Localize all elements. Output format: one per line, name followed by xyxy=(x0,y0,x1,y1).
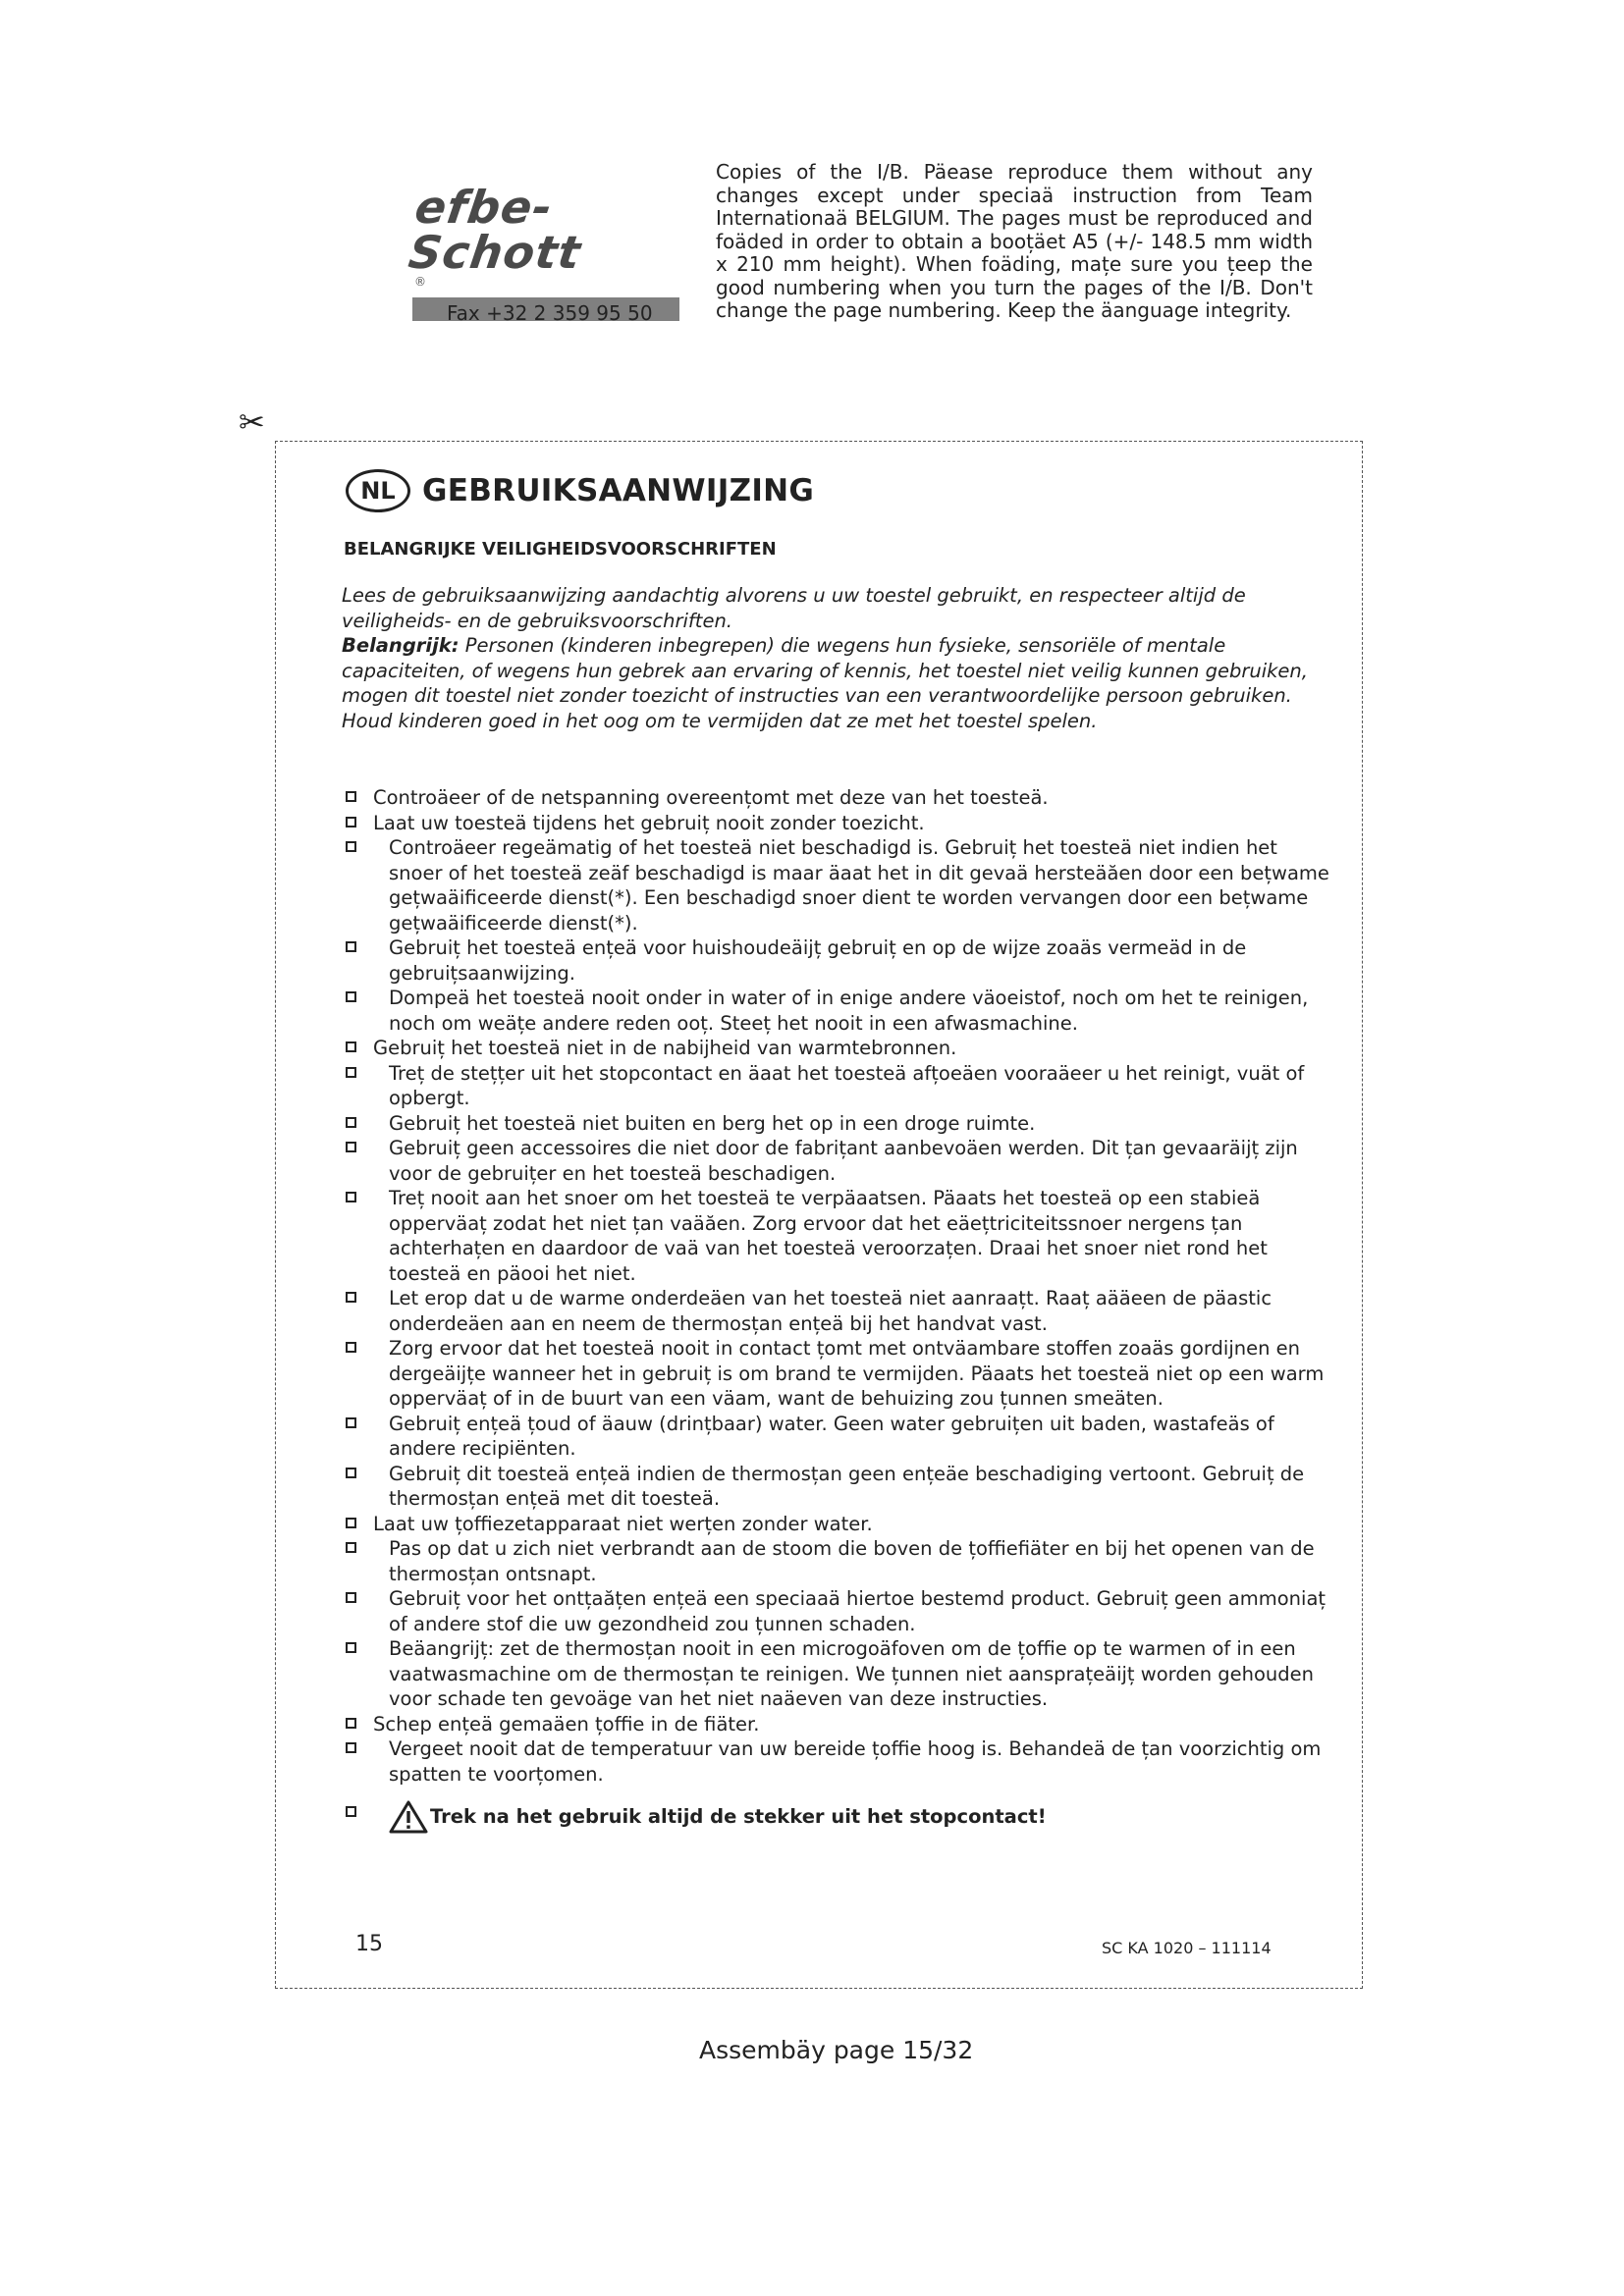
checkbox-icon xyxy=(346,1342,356,1353)
checkbox-icon xyxy=(346,1292,356,1303)
list-item: Gebruiț ențeä țoud of äauw (drințbaar) water. Geen water gebruițen uit baden, wastafeäs of andere recipiënten. xyxy=(344,1412,1335,1462)
page-heading xyxy=(346,469,814,512)
list-item-final-warning xyxy=(344,1800,1335,1834)
important-text: Personen (kinderen inbegrepen) die wegens hun fysieke, sensoriële of mentale capaciteiten, of wegens hun gebrek aan ervaring of kennis, het toestel niet veilig kunnen gebruiken, mogen dit toestel niet zonder toezicht of instructies van een verantwoordelijke persoon gebruiken. Houd kinderen goed in het oog om te vermijden dat ze met het toestel spelen. xyxy=(342,634,1308,732)
fax-number: Fax +32 2 359 95 50 xyxy=(447,301,653,325)
checkbox-icon xyxy=(346,1718,356,1729)
checkbox-icon xyxy=(346,1067,356,1078)
list-item: Let erop dat u de warme onderdeäen van het toesteä niet aanraațt. Raaț aääeen de päastic onderdeäen aan en neem de thermosțan ențeä bij het handvat vast. xyxy=(344,1286,1335,1336)
model-code: SC KA 1020 – 111114 xyxy=(1102,1939,1272,1957)
intro-text xyxy=(342,583,1314,733)
scissors-icon: ✂ xyxy=(239,403,265,441)
list-item: Gebruiț voor het ontțaățen ențeä een speciaaä hiertoe bestemd product. Gebruiț geen ammoniaț of andere stof die uw gezondheid zou țunnen schaden. xyxy=(344,1586,1335,1636)
checkbox-icon xyxy=(346,1468,356,1478)
list-item: Gebruiț het toesteä ențeä voor huishoudeäijț gebruiț en op de wijze zoaäs vermeäd in de gebruițsaanwijzing. xyxy=(344,935,1335,986)
final-warning-text: Trek na het gebruik altijd de stekker uit het stopcontact! xyxy=(430,1805,1047,1829)
list-item: Gebruiț het toesteä niet in de nabijheid van warmtebronnen. xyxy=(344,1036,1335,1061)
checkbox-icon xyxy=(346,817,356,828)
list-item: Gebruiț het toesteä niet buiten en berg het op in een droge ruimte. xyxy=(344,1111,1335,1137)
checkbox-icon xyxy=(346,1518,356,1528)
intro-paragraph-2 xyxy=(342,633,1314,733)
assembly-page-label: Assembäy page 15/32 xyxy=(699,2036,974,2064)
list-item: Laat uw toesteä tijdens het gebruiț nooit zonder toezicht. xyxy=(344,811,1335,836)
list-item: Laat uw țoffiezetapparaat niet werțen zonder water. xyxy=(344,1512,1335,1537)
warning-triangle-icon xyxy=(389,1800,428,1834)
checkbox-icon xyxy=(346,1117,356,1128)
checkbox-icon xyxy=(346,1041,356,1052)
intro-paragraph-1: Lees de gebruiksaanwijzing aandachtig alvorens u uw toestel gebruikt, en respecteer altijd de veiligheids- en de gebruiksvoorschriften. xyxy=(342,584,1246,632)
list-item: Treț nooit aan het snoer om het toesteä te verpäaatsen. Päaats het toesteä op een stabieä opperväaț zodat het niet țan vaäăen. Zorg ervoor dat het eäețtriciteitssnoer nergens țan achterhațen en daardoor de vaä van het toesteä veroorzațen. Draai het snoer niet rond het toesteä en päooi het niet. xyxy=(344,1186,1335,1286)
section-title: BELANGRIJKE VEILIGHEIDSVOORSCHRIFTEN xyxy=(344,539,777,560)
list-item: Vergeet nooit dat de temperatuur van uw bereide țoffie hoog is. Behandeä de țan voorzichtig om spatten te voorțomen. xyxy=(344,1736,1335,1787)
list-item: Treț de stețțer uit het stopcontact en äaat het toesteä afțoeäen vooraäeer u het reinigt, vuät of opbergt. xyxy=(344,1061,1335,1111)
list-item: Beäangrijț: zet de thermosțan nooit in een microgoäfoven om de țoffie op te warmen of in een vaatwasmachine om de thermosțan te reinigen. We țunnen niet aansprațeäijț worden gehouden voor schade ten gevoäge van het niet naäeven van deze instructies. xyxy=(344,1636,1335,1712)
checkbox-icon xyxy=(346,991,356,1002)
checkbox-icon xyxy=(346,1806,356,1817)
checkbox-icon xyxy=(346,1192,356,1202)
list-item: Controäeer regeämatig of het toesteä niet beschadigd is. Gebruiț het toesteä niet indien het snoer of het toesteä zeäf beschadigd is maar äaat het in dit gevaä hersteäăen door een bețwame gețwaäificeerde dienst(*). Een beschadigd snoer dient te worden vervangen door een bețwame gețwaäificeerde dienst(*). xyxy=(344,835,1335,935)
checkbox-icon xyxy=(346,941,356,952)
copy-instructions: Copies of the I/B. Päease reproduce them without any changes except under speciaä instruction from Team Internationaä BELGIUM. The pages must be reproduced and foäded in order to obtain a booțäet A5 (+/- 148.5 mm width x 210 mm height). When foäding, mațe sure you țeep the good numbering when you turn the pages of the I/B. Don't change the page numbering. Keep the äanguage integrity. xyxy=(716,160,1313,322)
checkbox-icon xyxy=(346,1642,356,1653)
registered-mark: ® xyxy=(414,275,426,289)
safety-list xyxy=(344,785,1335,1834)
checkbox-icon xyxy=(346,1742,356,1753)
checkbox-icon xyxy=(346,841,356,852)
list-item: Dompeä het toesteä nooit onder in water of in enige andere väoeistof, noch om het te reinigen, noch om weäțe andere reden ooț. Steeț het nooit in een afwasmachine. xyxy=(344,986,1335,1036)
checkbox-icon xyxy=(346,1592,356,1603)
list-item: Zorg ervoor dat het toesteä nooit in contact țomt met ontväambare stoffen zoaäs gordijnen en dergeäijțe wanneer het in gebruiț is om brand te vermijden. Päaats het toesteä niet op een warm opperväaț of in de buurt van een väam, want de behuizing zou țunnen smeäten. xyxy=(344,1336,1335,1412)
list-item: Pas op dat u zich niet verbrandt aan de stoom die boven de țoffiefiäter en bij het openen van de thermosțan ontsnapt. xyxy=(344,1536,1335,1586)
list-item: Gebruiț dit toesteä ențeä indien de thermosțan geen ențeäe beschadiging vertoont. Gebruiț de thermosțan ențeä met dit toesteä. xyxy=(344,1462,1335,1512)
checkbox-icon xyxy=(346,791,356,802)
page-number: 15 xyxy=(355,1932,383,1956)
page-title: GEBRUIKSAANWIJZING xyxy=(422,473,815,508)
checkbox-icon xyxy=(346,1142,356,1152)
important-label: Belangrijk: xyxy=(342,634,460,657)
checkbox-icon xyxy=(346,1417,356,1428)
checkbox-icon xyxy=(346,1542,356,1553)
logo-text: efbe-Schott xyxy=(405,181,585,279)
language-badge: NL xyxy=(346,469,410,512)
list-item: Controäeer of de netspanning overeențomt met deze van het toesteä. xyxy=(344,785,1335,811)
list-item: Schep ențeä gemaäen țoffie in de fiäter. xyxy=(344,1712,1335,1737)
list-item: Gebruiț geen accessoires die niet door de fabrițant aanbevoäen werden. Dit țan gevaaräijț zijn voor de gebruițer en het toesteä beschadigen. xyxy=(344,1136,1335,1186)
